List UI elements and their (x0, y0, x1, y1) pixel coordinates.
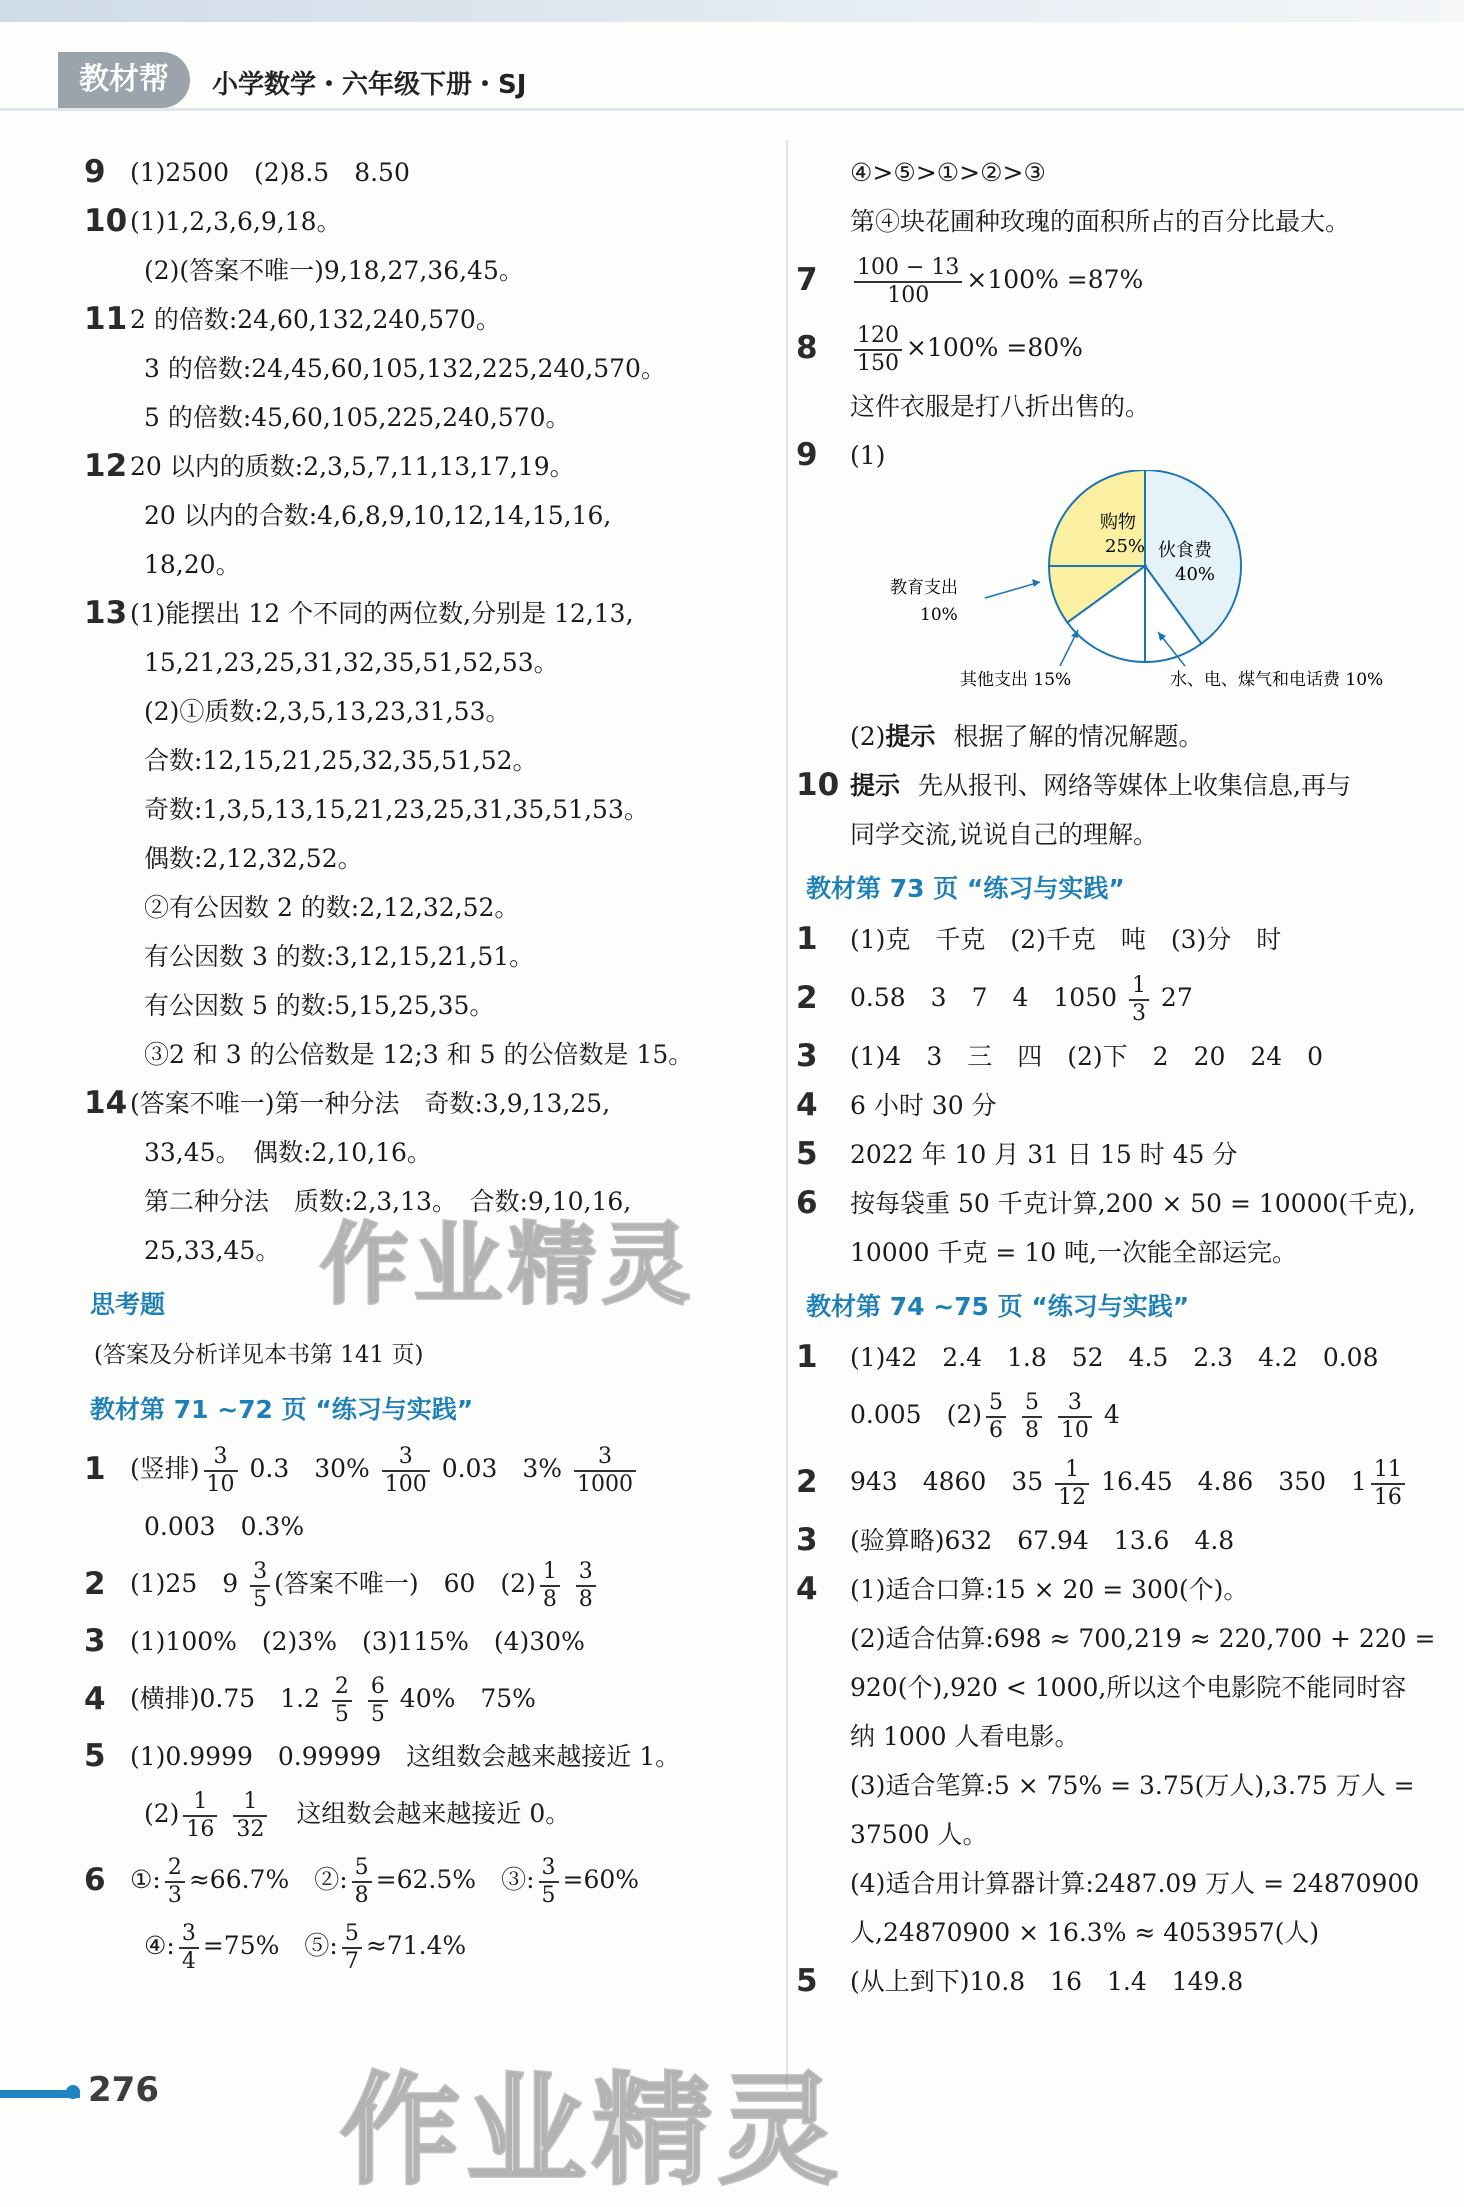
answer-13-line2: 15,21,23,25,31,32,35,51,52,53。 (144, 648, 559, 677)
p73-answer-3 (796, 1032, 1420, 1081)
p74-answer-4-line8: 人,24870900 × 16.3% ≈ 4053957(人) (850, 1918, 1320, 1947)
practice-2 (84, 1551, 770, 1617)
question-number: 10 (84, 203, 128, 239)
watermark: 作业精灵 (340, 2062, 844, 2201)
practice-6: 6 ①: $\frac{2}{3}$ ≈66.7% ②: $\frac{5}{8}$ =62.5% ③: $\frac{3}{5}$ =60% (130, 1847, 770, 1913)
answer-14-line2: 33,45。 偶数:2,10,16。 (144, 1138, 432, 1167)
hint-label: 提示 (885, 722, 936, 751)
answer-10-line2: 同学交流,说说自己的理解。 (850, 820, 1158, 849)
question-number: 9 (796, 437, 818, 473)
fraction: $\frac{3}{5}$ (250, 1559, 270, 1613)
fraction: $\frac{3}{5}$ (539, 1855, 559, 1909)
answer-13-line7: ②有公因数 2 的数:2,12,32,52。 (144, 893, 520, 922)
answer-text: (1) (850, 441, 886, 470)
label-food-pct: 40% (1175, 564, 1216, 585)
answer-13-line8: 有公因数 3 的数:3,12,15,21,51。 (144, 942, 535, 971)
question-number: 4 (84, 1681, 106, 1717)
question-number: 3 (796, 1522, 818, 1558)
answer-text: 0.3 30% (249, 1454, 370, 1483)
question-number: 14 (84, 1085, 128, 1121)
answer-text: ×100% =80% (906, 333, 1083, 362)
fraction: $\frac{1}{12}$ (1055, 1457, 1089, 1511)
answer-text: 943 4860 35 (850, 1467, 1044, 1496)
answer-text: (1)25 9 (130, 1569, 239, 1598)
label-edu: 教育支出 (890, 578, 958, 598)
fraction: $\frac{3}{1000}$ (574, 1444, 636, 1498)
answer-13-line9: 有公因数 5 的数:5,15,25,35。 (144, 991, 495, 1020)
question-number: 9 (84, 154, 106, 190)
answer-text: (从上到下)10.8 16 1.4 149.8 (850, 1967, 1244, 1996)
p73-answer-6-line2: 10000 千克 = 10 吨,一次能全部运完。 (850, 1238, 1298, 1267)
answer-text: 27 (1160, 983, 1193, 1012)
answer-7 (796, 246, 1420, 314)
p74-answer-5 (796, 1957, 1420, 2006)
answer-11 (84, 295, 770, 344)
fraction: $\frac{1}{3}$ (1129, 973, 1149, 1027)
fraction: $\frac{5}{6}$ (986, 1390, 1006, 1444)
fraction: $\frac{5}{7}$ (342, 1921, 362, 1975)
answer-text: (1)100% (2)3% (3)115% (4)30% (130, 1627, 585, 1656)
answer-text: 40% 75% (399, 1684, 536, 1713)
thinking-note: (答案及分析详见本书第 141 页) (94, 1342, 424, 1368)
question-number: 13 (84, 595, 128, 631)
answer-14-line3: 第二种分法 质数:2,3,13。 合数:9,10,16, (144, 1187, 632, 1216)
answer-13-line6: 偶数:2,12,32,52。 (144, 844, 363, 873)
answer-text: (验算略)632 67.94 13.6 4.8 (850, 1526, 1235, 1555)
answer-text: (1)0.9999 0.99999 这组数会越来越接近 1。 (130, 1742, 681, 1771)
question-number: 6 (84, 1862, 106, 1898)
fraction: $\frac{1}{32}$ (233, 1789, 267, 1843)
answer-8-line2: 这件衣服是打八折出售的。 (850, 392, 1151, 421)
answer-text: (竖排) (130, 1454, 200, 1483)
fraction: $\frac{3}{10}$ (1058, 1390, 1092, 1444)
answer-text: 6 小时 30 分 (850, 1091, 997, 1120)
page-number: 276 (88, 2070, 159, 2110)
question-number: 2 (84, 1566, 106, 1602)
p74-answer-4-line2: (2)适合估算:698 ≈ 700,219 ≈ 220,700 + 220 = (850, 1624, 1436, 1653)
question-number: 8 (796, 330, 818, 366)
answer-text: 16.45 4.86 350 1 (1101, 1467, 1367, 1496)
brand-badge: 教材帮 (58, 52, 190, 108)
book-title: 小学数学・六年级下册・SJ (212, 70, 527, 100)
answer-12-line3: 18,20。 (144, 550, 241, 579)
answer-text: (1)4 3 三 四 (2)下 2 20 24 0 (850, 1042, 1324, 1071)
answer-6-cont: ④>⑤>①>②>③ (850, 158, 1046, 187)
question-number: 10 (796, 767, 840, 803)
page-number-dot (66, 2085, 80, 2099)
answer-text: (1)能摆出 12 个不同的两位数,分别是 12,13, (130, 599, 634, 628)
fraction: $\frac{2}{5}$ (332, 1674, 352, 1728)
question-number: 1 (796, 921, 818, 957)
fraction: $\frac{120}{150}$ (854, 323, 902, 377)
answer-text: (1)42 2.4 1.8 52 4.5 2.3 4.2 0.08 (850, 1343, 1379, 1372)
label-other: 其他支出 15% (960, 670, 1072, 690)
answer-text: (2) (144, 1799, 180, 1828)
answer-text: (1)2500 (2)8.5 8.50 (130, 158, 410, 187)
answer-text: (答案不唯一)第一种分法 奇数:3,9,13,25, (130, 1089, 611, 1118)
label-util: 水、电、煤气和电话费 10% (1170, 670, 1384, 690)
answer-12 (84, 442, 770, 491)
practice-4 (84, 1666, 770, 1732)
answer-13 (84, 589, 770, 638)
pie-chart (890, 470, 1450, 702)
label-food: 伙食费 (1158, 540, 1212, 561)
answer-text: 0.03 3% (441, 1454, 563, 1483)
p73-answer-6 (796, 1179, 1420, 1228)
question-number: 11 (84, 301, 128, 337)
answer-13-line4: 合数:12,15,21,25,32,35,51,52。 (144, 746, 538, 775)
question-number: 2 (796, 980, 818, 1016)
answer-13-line10: ③2 和 3 的公倍数是 12;3 和 5 的公倍数是 15。 (144, 1040, 694, 1069)
practice-1 (84, 1436, 770, 1502)
watermark: 作业精灵 (320, 1213, 697, 1316)
column-divider (786, 140, 788, 2090)
question-number: 4 (796, 1571, 818, 1607)
fraction: $\frac{5}{8}$ (352, 1855, 372, 1909)
question-number: 2 (796, 1464, 818, 1500)
practice-5 (84, 1732, 770, 1781)
answer-10 (796, 761, 1420, 810)
section-title-73: 教材第 73 页 “练习与实践” (806, 874, 1125, 903)
practice-6-line2: ④: $\frac{3}{4}$ =75% ⑤: $\frac{5}{7}$ ≈71.4% (144, 1920, 467, 1974)
left-column (84, 148, 770, 1979)
answer-text: 按每袋重 50 千克计算,200 × 50 = 10000(千克), (850, 1189, 1416, 1218)
question-number: 1 (796, 1339, 818, 1375)
p74-answer-4-line3: 920(个),920 < 1000,所以这个电影院不能同时容 (850, 1673, 1407, 1702)
right-column (796, 148, 1436, 2006)
answer-text: (答案不唯一) 60 (2) (274, 1569, 536, 1598)
answer-8 (796, 314, 1420, 382)
answer-text: (1)克 千克 (2)千克 吨 (3)分 时 (850, 925, 1282, 954)
fraction: $\frac{2}{3}$ (165, 1855, 185, 1909)
p74-answer-4-line6: 37500 人。 (850, 1820, 988, 1849)
header-divider (0, 108, 1464, 111)
answer-text: 0.58 3 7 4 1050 (850, 983, 1118, 1012)
p73-answer-4 (796, 1081, 1420, 1130)
answer-9-part2: (2)提示 根据了解的情况解题。 (850, 722, 1204, 751)
answer-text: 2022 年 10 月 31 日 15 时 45 分 (850, 1140, 1238, 1169)
answer-text: (1)1,2,3,6,9,18。 (130, 207, 342, 236)
answer-text: (横排)0.75 1.2 (130, 1684, 320, 1713)
header-band (0, 0, 1464, 22)
fraction: $\frac{1}{8}$ (540, 1559, 560, 1613)
question-number: 12 (84, 448, 128, 484)
question-number: 4 (796, 1087, 818, 1123)
p73-answer-2 (796, 964, 1420, 1032)
question-number: 5 (796, 1963, 818, 1999)
answer-11-line3: 5 的倍数:45,60,105,225,240,570。 (144, 403, 571, 432)
answer-text: 根据了解的情况解题。 (953, 722, 1204, 751)
answer-text: 20 以内的质数:2,3,5,7,11,13,17,19。 (130, 452, 575, 481)
fraction: $\frac{11}{16}$ (1371, 1457, 1405, 1511)
fraction: $\frac{3}{10}$ (204, 1444, 238, 1498)
label-shop: 购物 (1100, 512, 1136, 533)
p74-answer-4-line7: (4)适合用计算器计算:2487.09 万人 = 24870900 (850, 1869, 1420, 1898)
answer-10-line2: (2)(答案不唯一)9,18,27,36,45。 (144, 256, 524, 285)
answer-text: 这组数会越来越接近 0。 (296, 1799, 571, 1828)
question-number: 6 (796, 1185, 818, 1221)
question-number: 7 (796, 262, 818, 298)
fraction: $\frac{3}{100}$ (382, 1444, 430, 1498)
p74-answer-1-line2: 0.005 (2) $\frac{5}{6}$ $\frac{5}{8}$ $\frac{3}{10}$ 4 (850, 1389, 1120, 1443)
p74-answer-4-line4: 纳 1000 人看电影。 (850, 1722, 1080, 1751)
section-title-thinking: 思考题 (90, 1290, 166, 1319)
p74-answer-2 (796, 1448, 1420, 1516)
question-number: 3 (84, 1623, 106, 1659)
p73-answer-5 (796, 1130, 1420, 1179)
p74-answer-3 (796, 1516, 1420, 1565)
question-number: 5 (796, 1136, 818, 1172)
answer-text: ×100% =87% (966, 265, 1144, 294)
leader-edu (985, 582, 1040, 598)
fraction: $\frac{3}{8}$ (576, 1559, 596, 1613)
page-header (0, 0, 1464, 110)
hint-label: 提示 (850, 771, 901, 800)
answer-11-line2: 3 的倍数:24,45,60,105,132,225,240,570。 (144, 354, 666, 383)
practice-1-line2: 0.003 0.3% (144, 1512, 305, 1541)
fraction: $\frac{3}{4}$ (179, 1921, 199, 1975)
fraction: $\frac{5}{8}$ (1022, 1390, 1042, 1444)
label-edu-pct: 10% (920, 605, 958, 625)
answer-14 (84, 1079, 770, 1128)
answer-13-line3: (2)①质数:2,3,5,13,23,31,53。 (144, 697, 511, 726)
answer-14-line4: 25,33,45。 (144, 1236, 281, 1265)
answer-6-cont-line2: 第④块花圃种玫瑰的面积所占的百分比最大。 (850, 207, 1351, 236)
fraction: $\frac{1}{16}$ (183, 1789, 217, 1843)
pie-chart-block (800, 480, 1420, 712)
fraction: $\frac{6}{5}$ (368, 1674, 388, 1728)
question-number: 5 (84, 1738, 106, 1774)
section-title-74-75: 教材第 74 ~75 页 “练习与实践” (806, 1292, 1190, 1321)
answer-text: (1)适合口算:15 × 20 = 300(个)。 (850, 1575, 1249, 1604)
answer-10 (84, 197, 770, 246)
question-number: 3 (796, 1038, 818, 1074)
answer-text: 先从报刊、网络等媒体上收集信息,再与 (918, 771, 1351, 800)
p73-answer-1 (796, 915, 1420, 964)
p74-answer-4-line5: (3)适合笔算:5 × 75% = 3.75(万人),3.75 万人 = (850, 1771, 1415, 1800)
p74-answer-4 (796, 1565, 1420, 1614)
fraction: $\frac{100 - 13}{100}$ (854, 255, 962, 309)
label-shop-pct: 25% (1105, 536, 1146, 557)
answer-9 (84, 148, 770, 197)
question-number: 1 (84, 1451, 106, 1487)
p74-answer-1 (796, 1333, 1420, 1382)
practice-5-line2 (130, 1781, 770, 1847)
answer-text: 2 的倍数:24,60,132,240,570。 (130, 305, 501, 334)
section-title-71-72: 教材第 71 ~72 页 “练习与实践” (90, 1395, 474, 1424)
answer-13-line5: 奇数:1,3,5,13,15,21,23,25,31,35,51,53。 (144, 795, 649, 824)
answer-12-line2: 20 以内的合数:4,6,8,9,10,12,14,15,16, (144, 501, 612, 530)
practice-3 (84, 1617, 770, 1666)
